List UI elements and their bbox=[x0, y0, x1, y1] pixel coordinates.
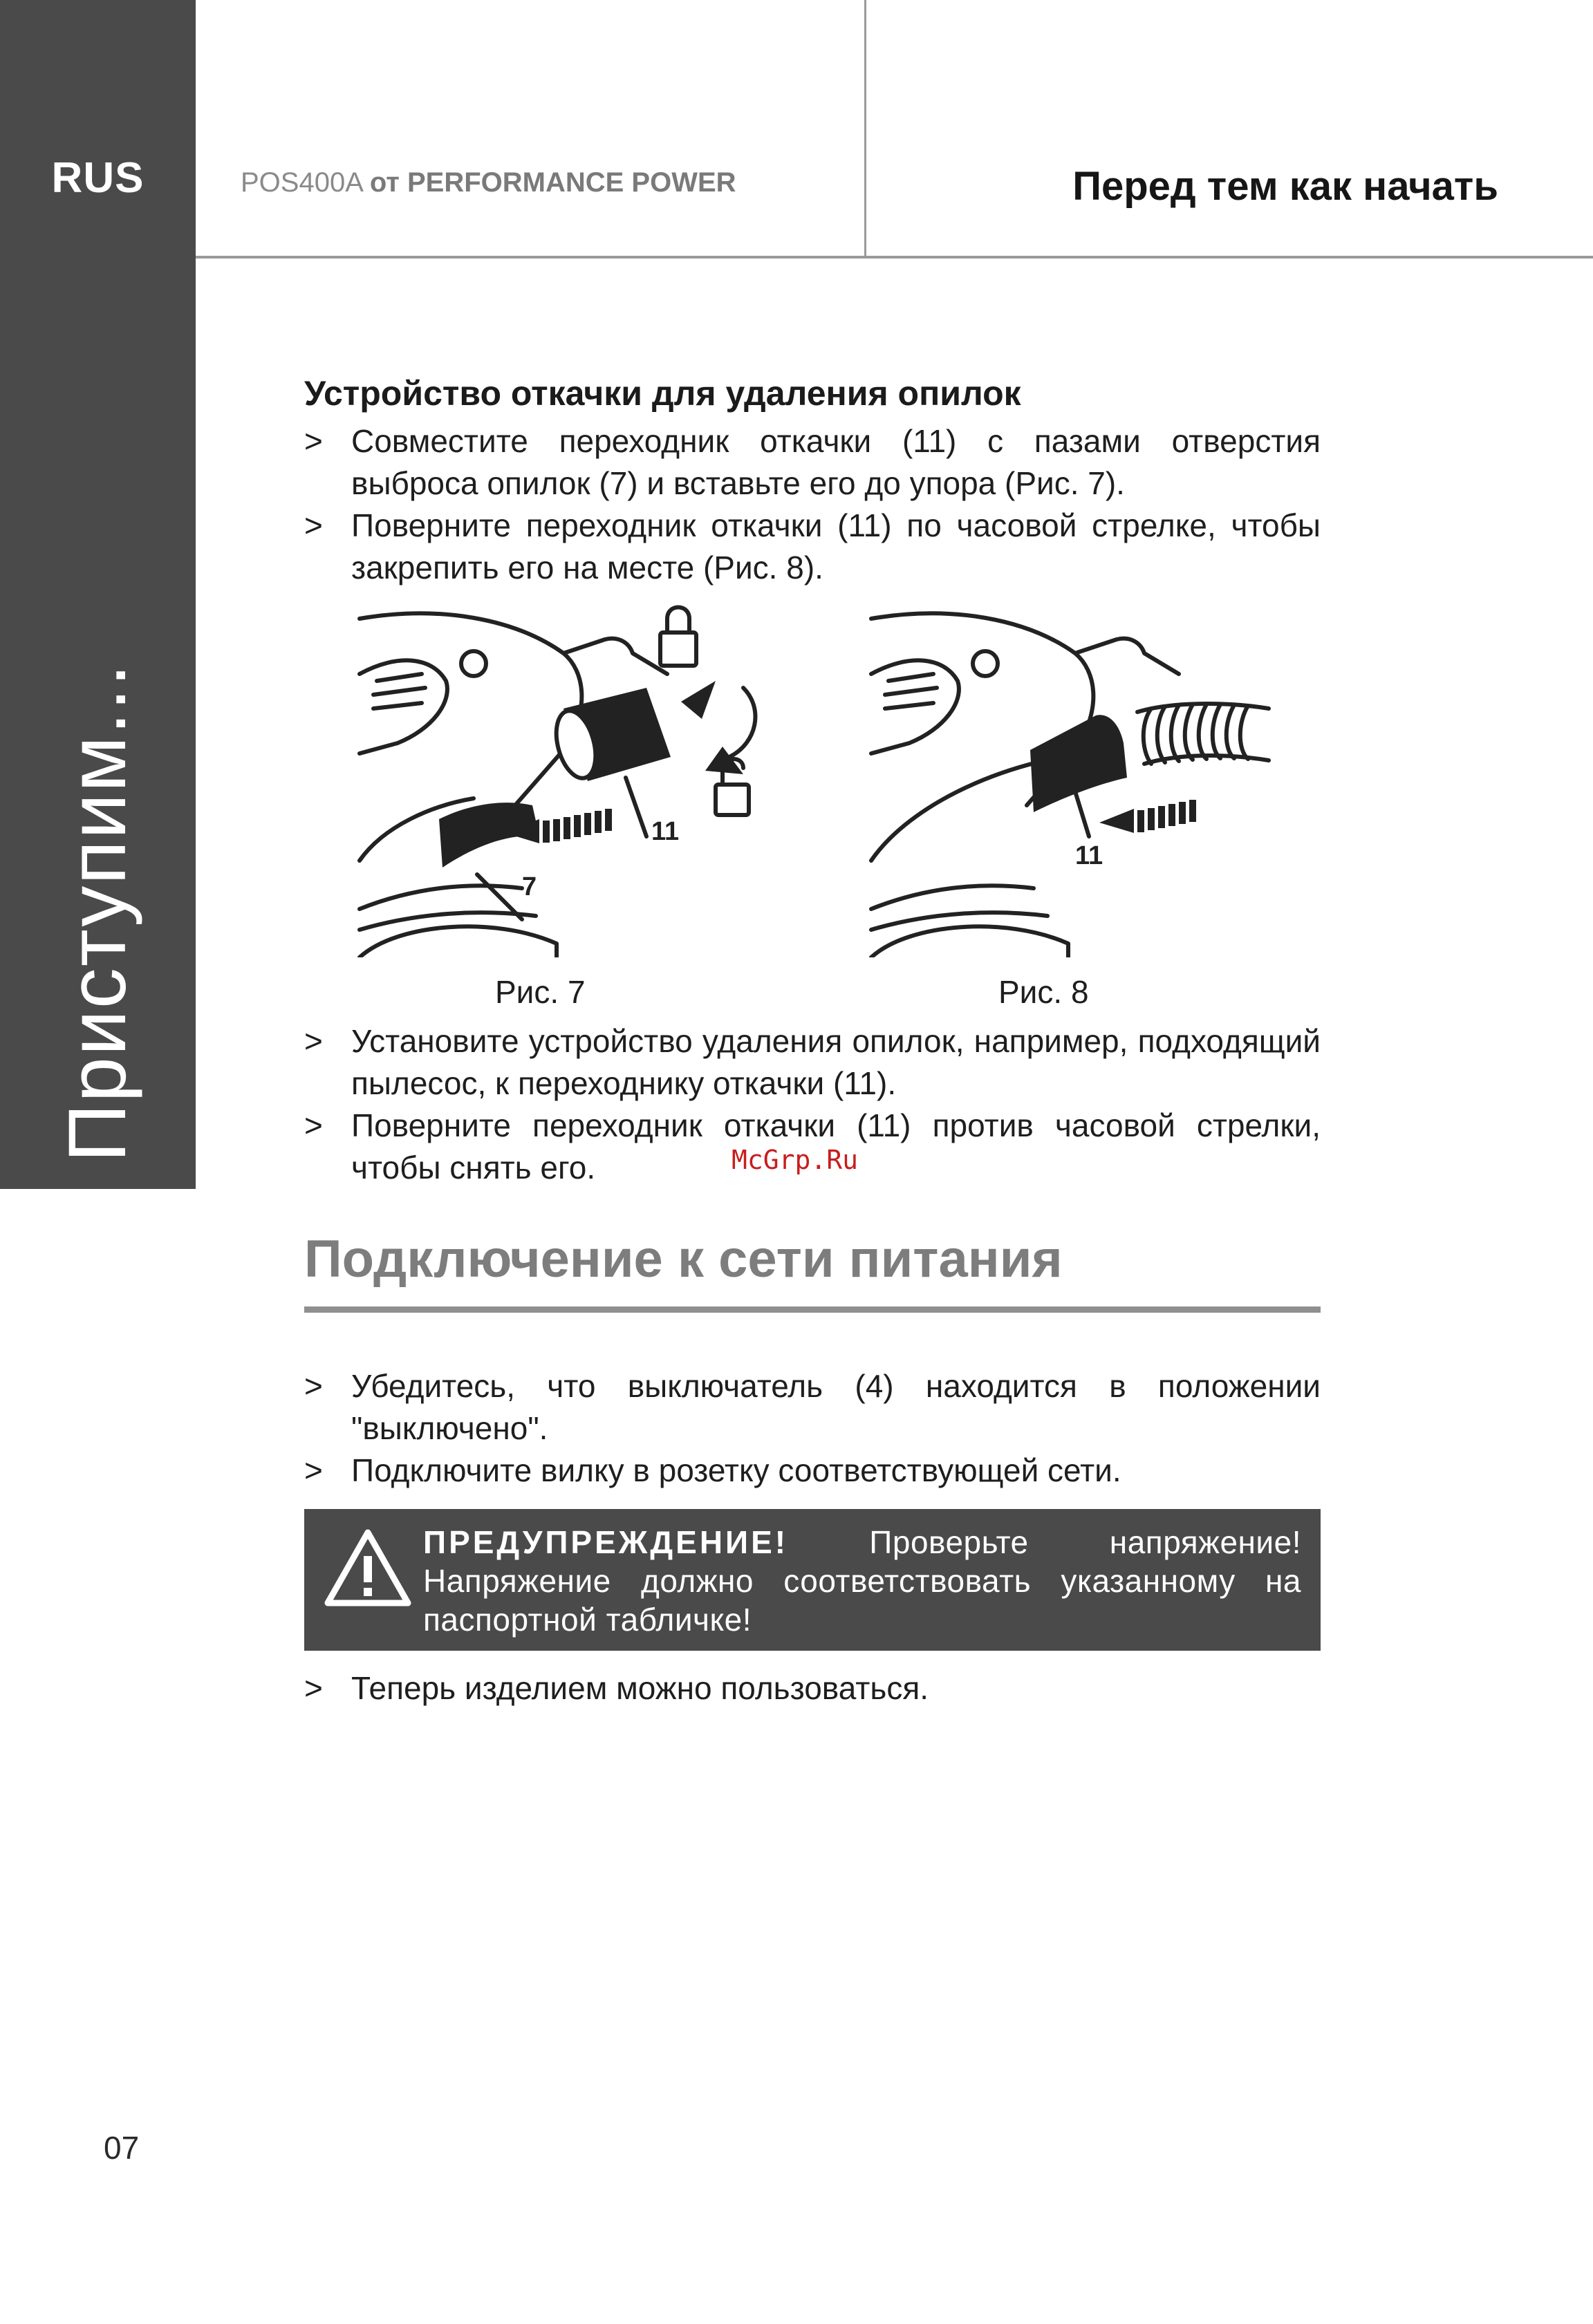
step-text: Поверните переходник откачки (11) против часовой стрелки, чтобы снять его. bbox=[351, 1107, 1321, 1186]
bullet-marker: > bbox=[304, 1368, 323, 1404]
product-from: от bbox=[369, 167, 400, 198]
bullet-marker: > bbox=[304, 423, 323, 459]
warning-text-block bbox=[423, 1523, 1301, 1639]
bullet-marker: > bbox=[304, 1452, 323, 1488]
heading-rule bbox=[304, 1306, 1321, 1313]
bullet-marker: > bbox=[304, 507, 323, 543]
warning-icon bbox=[324, 1527, 412, 1609]
dust-heading: Устройство откачки для удаления опилок bbox=[304, 374, 1021, 413]
dust-section bbox=[304, 373, 1321, 589]
header-divider bbox=[864, 0, 866, 256]
list-item bbox=[304, 420, 1321, 505]
list-item bbox=[304, 505, 1321, 589]
section-title: Перед тем как начать bbox=[1072, 164, 1498, 209]
list-item bbox=[304, 1450, 1321, 1492]
bullet-marker: > bbox=[304, 1023, 323, 1059]
product-model: POS400A bbox=[241, 167, 362, 198]
step-text: Совместите переходник откачки (11) с пазами отверстия выброса опилок (7) и вставьте его до упора (Рис. 7). bbox=[351, 423, 1321, 501]
header-rule bbox=[196, 256, 1593, 259]
warning-text: Проверьте напряжение! Напряжение должно соответствовать указанному на паспортной табличке! bbox=[423, 1524, 1301, 1638]
bullet-marker: > bbox=[304, 1670, 323, 1706]
step-text: Подключите вилку в розетку соответствующей сети. bbox=[351, 1452, 1121, 1488]
warning-label: ПРЕДУПРЕЖДЕНИЕ! bbox=[423, 1524, 789, 1560]
figure-7-caption: Рис. 7 bbox=[495, 974, 586, 1010]
list-item bbox=[304, 1020, 1321, 1105]
sidebar bbox=[0, 0, 196, 1189]
language-label: RUS bbox=[51, 154, 145, 202]
product-brand: PERFORMANCE POWER bbox=[407, 167, 736, 198]
sidebar-title: Приступим... bbox=[52, 662, 143, 1163]
power-steps bbox=[304, 1365, 1321, 1492]
watermark: McGrp.Ru bbox=[732, 1145, 859, 1175]
page-number: 07 bbox=[104, 2130, 140, 2166]
figure-7-illustration bbox=[356, 598, 764, 957]
list-item bbox=[304, 1667, 1321, 1709]
step-text: Поверните переходник откачки (11) по часовой стрелке, чтобы закрепить его на месте (Рис. 8). bbox=[351, 507, 1321, 585]
callout-label: 7 bbox=[522, 872, 537, 901]
step-text: Теперь изделием можно пользоваться. bbox=[351, 1670, 929, 1706]
step-text: Убедитесь, что выключатель (4) находится в положении "выключено". bbox=[351, 1368, 1321, 1446]
power-heading: Подключение к сети питания bbox=[304, 1230, 1063, 1288]
final-step bbox=[304, 1667, 1321, 1709]
warning-box bbox=[304, 1509, 1321, 1651]
callout-label: 11 bbox=[1075, 841, 1103, 870]
figure-8-caption: Рис. 8 bbox=[998, 974, 1089, 1010]
step-text: Установите устройство удаления опилок, например, подходящий пылесос, к переходнику откачки (11). bbox=[351, 1023, 1321, 1101]
callout-label: 11 bbox=[651, 817, 680, 846]
list-item bbox=[304, 1365, 1321, 1450]
bullet-marker: > bbox=[304, 1107, 323, 1143]
product-line bbox=[241, 167, 736, 198]
figure-8-illustration bbox=[868, 598, 1283, 957]
